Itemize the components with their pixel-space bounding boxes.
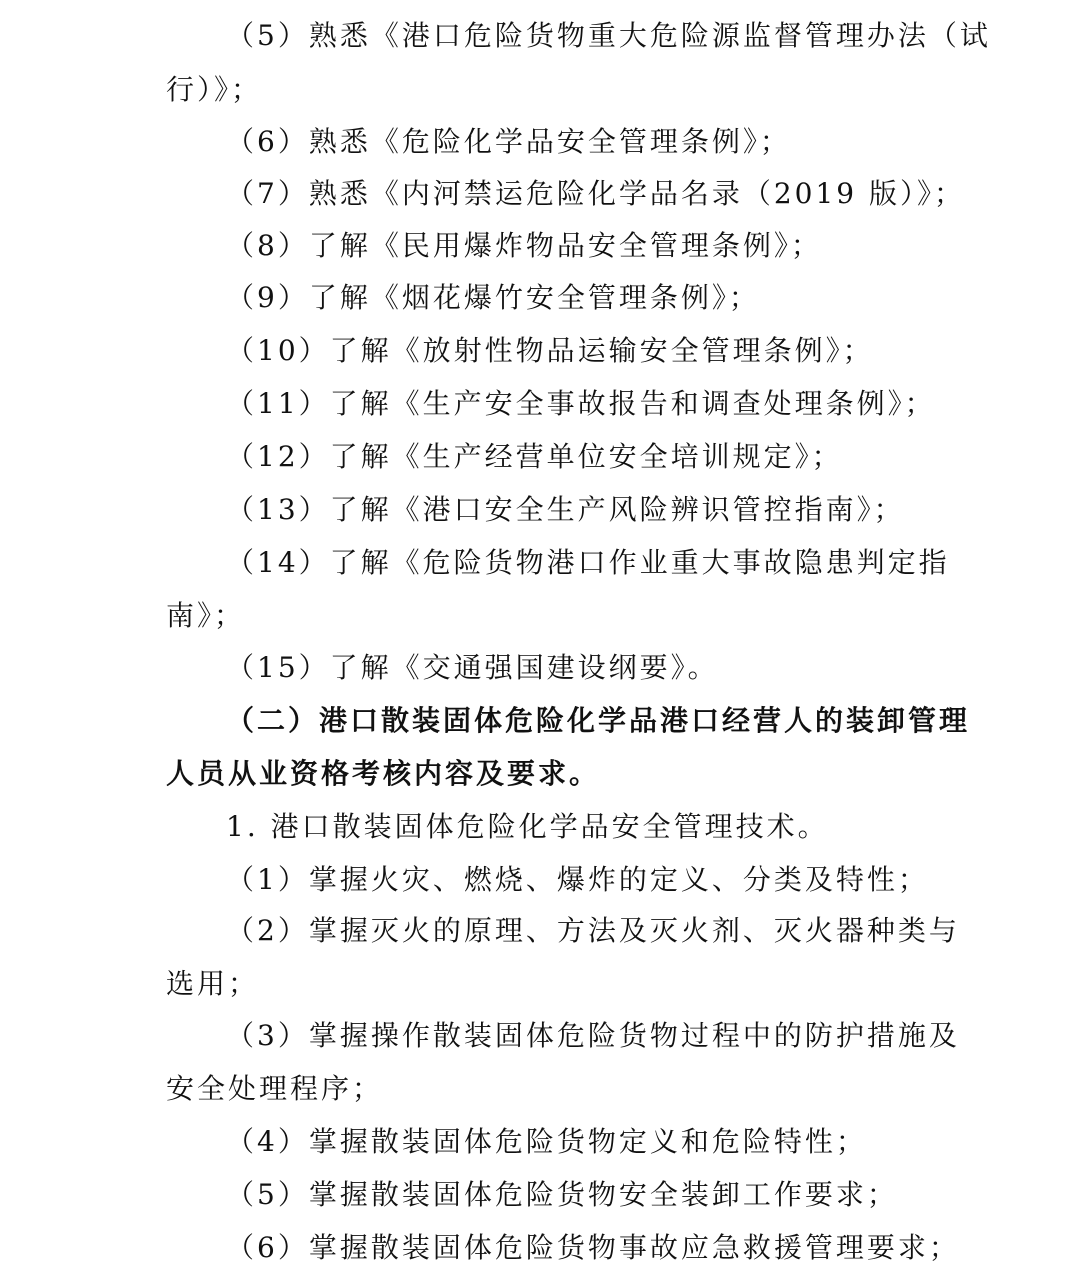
text-line: （14）了解《危险货物港口作业重大事故隐患判定指 [226,546,950,579]
text-line: （7）熟悉《内河禁运危险化学品名录（2019 版）》； [226,177,965,210]
text-line: （6）熟悉《危险化学品安全管理条例》； [226,125,791,158]
text-line: （2）掌握灭火的原理、方法及灭火剂、灭火器种类与 [226,914,960,947]
text-line: （12）了解《生产经营单位安全培训规定》； [226,440,843,473]
text-line: （1）掌握火灾、燃烧、爆炸的定义、分类及特性； [226,863,929,896]
text-line: （10）了解《放射性物品运输安全管理条例》； [226,334,874,367]
subsection-title: 1. 港口散装固体危险化学品安全管理技术。 [226,810,829,843]
text-line: 安全处理程序； [166,1072,384,1105]
text-line: （11）了解《生产安全事故报告和调查处理条例》； [226,387,936,420]
section-heading: （二）港口散装固体危险化学品港口经营人的装卸管理 [226,704,971,737]
text-line: 选用； [166,967,260,1000]
text-line: （6）掌握散装固体危险货物事故应急救援管理要求； [226,1231,960,1264]
text-line: 行）》； [166,73,263,106]
text-line: （15）了解《交通强国建设纲要》。 [226,651,719,684]
text-line: （3）掌握操作散装固体危险货物过程中的防护措施及 [226,1019,960,1052]
text-line: 南》； [166,599,246,632]
text-line: （9）了解《烟花爆竹安全管理条例》； [226,281,760,314]
section-heading: 人员从业资格考核内容及要求。 [166,757,601,790]
text-line: （8）了解《民用爆炸物品安全管理条例》； [226,229,822,262]
text-line: （5）掌握散装固体危险货物安全装卸工作要求； [226,1178,898,1211]
text-line: （5）熟悉《港口危险货物重大危险源监督管理办法（试 [226,19,991,52]
text-line: （4）掌握散装固体危险货物定义和危险特性； [226,1125,867,1158]
text-line: （13）了解《港口安全生产风险辨识管控指南》； [226,493,905,526]
